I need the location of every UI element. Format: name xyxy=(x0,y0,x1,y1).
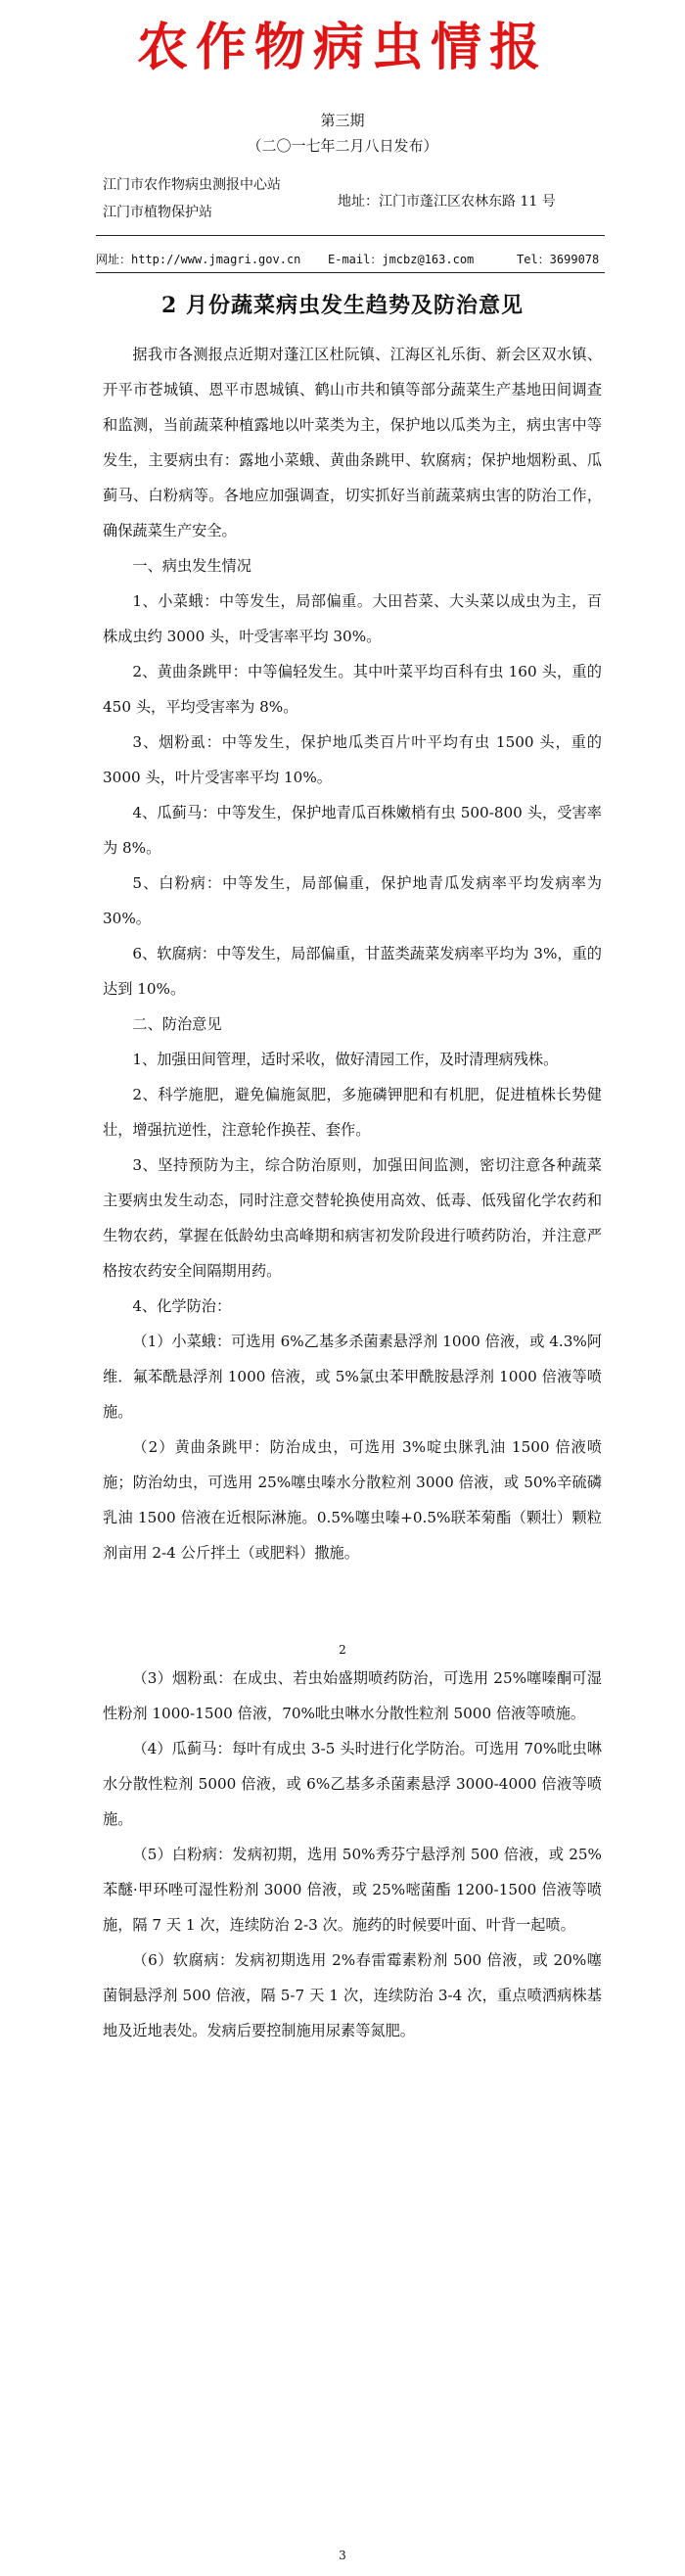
org-name-2: 江门市植物保护站 xyxy=(103,205,212,220)
article-body-part2 xyxy=(103,1661,602,2048)
intro-paragraph: 据我市各测报点近期对蓬江区杜阮镇、江海区礼乐街、新会区双水镇、开平市苍城镇、恩平市恩城镇、鹤山市共和镇等部分蔬菜生产基地田间调查和监测，当前蔬菜种植露地以叶菜类为主，保护地以瓜类为主，病虫害中等发生，主要病虫有：露地小菜蛾、黄曲条跳甲、软腐病；保护地烟粉虱、瓜蓟马、白粉病等。各地应加强调查，切实抓好当前蔬菜病虫害的防治工作，确保蔬菜生产安全。 xyxy=(103,346,602,539)
org-address: 地址：江门市蓬江区农林东路 11 号 xyxy=(338,194,556,210)
article-body-part1 xyxy=(103,337,602,1570)
list-item: 6、软腐病：中等发生，局部偏重，甘蓝类蔬菜发病率平均为 3%，重的达到 10%。 xyxy=(103,945,602,998)
section2-heading: 二、防治意见 xyxy=(132,1015,222,1033)
article-title: 2 月份蔬菜病虫发生趋势及防治意见 xyxy=(161,293,524,318)
list-item: （1）小菜蛾：可选用 6%乙基多杀菌素悬浮剂 1000 倍液，或 4.3%阿维．氟苯酰悬浮剂 1000 倍液，或 5%氯虫苯甲酰胺悬浮剂 1000 倍液等喷施。 xyxy=(103,1333,603,1421)
list-item: 5、白粉病：中等发生，局部偏重，保护地青瓜发病率平均发病率为 30%。 xyxy=(103,874,602,927)
page-number: 3 xyxy=(339,2549,346,2562)
list-item: 3、烟粉虱：中等发生，保护地瓜类百片叶平均有虫 1500 头，重的 3000 头，叶片受害率平均 10%。 xyxy=(103,733,602,786)
header-divider-bottom xyxy=(96,272,605,273)
list-item: 1、加强田间管理，适时采收，做好清园工作，及时清理病残株。 xyxy=(132,1051,559,1068)
list-item: （6）软腐病：发病初期选用 2%春雷霉素粉剂 500 倍液，或 20%噻菌铜悬浮剂 500 倍液，隔 5-7 天 1 次，连续防治 3-4 次，重点喷洒病株基地及近地表处。发病后要控制施用尿素等氮肥。 xyxy=(103,1951,602,2039)
page-break-number: 2 xyxy=(339,1643,346,1657)
publication-date: （二〇一七年二月八日发布） xyxy=(247,137,438,155)
telephone: Tel：3699078 xyxy=(517,253,600,266)
masthead-title: 农作物病虫情报 xyxy=(136,18,548,77)
list-item: （2）黄曲条跳甲：防治成虫，可选用 3%啶虫脒乳油 1500 倍液喷施；防治幼虫，可选用 25%噻虫嗪水分散粒剂 3000 倍液，或 50%辛硫磷乳油 1500 倍液在近根际淋施。0.5%噻虫嗪+0.5%联苯菊酯（颗壮）颗粒剂亩用 2-4 公斤拌土（或肥料）撒施。 xyxy=(103,1438,602,1562)
section1-heading: 一、病虫发生情况 xyxy=(132,557,251,575)
list-item: 4、瓜蓟马：中等发生，保护地青瓜百株嫩梢有虫 500-800 头，受害率为 8%。 xyxy=(103,804,602,857)
website[interactable]: 网址：http://www.jmagri.gov.cn xyxy=(96,253,301,266)
header-divider-top xyxy=(96,235,605,236)
list-item: （4）瓜蓟马：每叶有成虫 3-5 头时进行化学防治。可选用 70%吡虫啉水分散性粒剂 5000 倍液，或 6%乙基多杀菌素悬浮 3000-4000 倍液等喷施。 xyxy=(103,1740,602,1828)
list-item: （5）白粉病：发病初期，选用 50%秀芬宁悬浮剂 500 倍液，或 25%苯醚·甲环唑可湿性粉剂 3000 倍液，或 25%嘧菌酯 1200-1500 倍液等喷施，隔 7 天 1 次，连续防治 2-3 次。施药的时候要叶面、叶背一起喷。 xyxy=(103,1846,602,1934)
list-item: 4、化学防治： xyxy=(132,1297,232,1315)
list-item: 2、黄曲条跳甲：中等偏轻发生。其中叶菜平均百科有虫 160 头，重的 450 头，平均受害率为 8%。 xyxy=(103,663,602,716)
issue-number: 第三期 xyxy=(320,112,365,129)
list-item: 1、小菜蛾：中等发生，局部偏重。大田苔菜、大头菜以成虫为主，百株成虫约 3000 头，叶受害率平均 30%。 xyxy=(103,592,602,645)
list-item: 3、坚持预防为主，综合防治原则，加强田间监测，密切注意各种蔬菜主要病虫发生动态，同时注意交替轮换使用高效、低毒、低残留化学农药和生物农药，掌握在低龄幼虫高峰期和病害初发阶段进行喷药防治，并注意严格按农药安全间隔期用药。 xyxy=(103,1156,602,1280)
email[interactable]: E-mail：jmcbz@163.com xyxy=(328,253,475,266)
list-item: 2、科学施肥，避免偏施氮肥，多施磷钾肥和有机肥，促进植株长势健壮，增强抗逆性，注意轮作换茬、套作。 xyxy=(103,1086,602,1139)
org-name-1: 江门市农作物病虫测报中心站 xyxy=(103,177,281,193)
list-item: （3）烟粉虱：在成虫、若虫始盛期喷药防治，可选用 25%噻嗪酮可湿性粉剂 1000-1500 倍液，70%吡虫啉水分散性粒剂 5000 倍液等喷施。 xyxy=(103,1669,602,1722)
